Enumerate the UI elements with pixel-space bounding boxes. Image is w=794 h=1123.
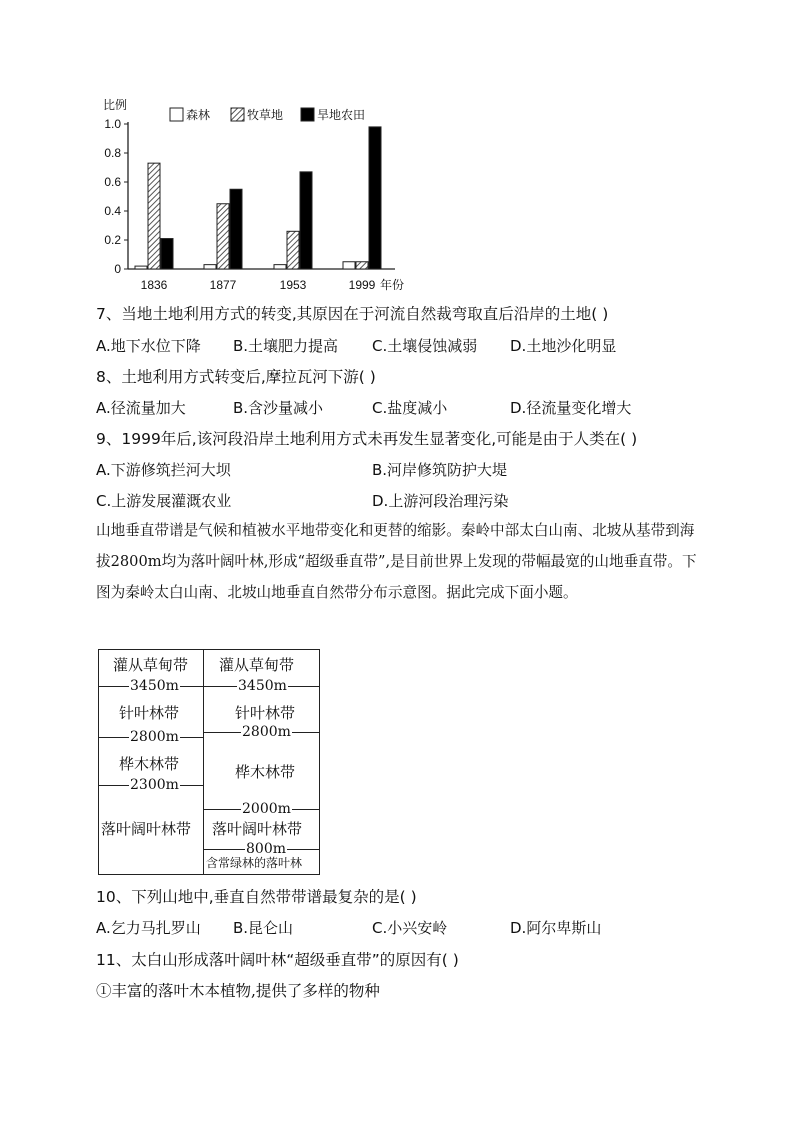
bar-forest <box>204 265 216 269</box>
bar-pasture <box>217 204 229 269</box>
question-9-option-d: D.上游河段治理污染 <box>372 492 509 510</box>
bar-forest <box>135 266 147 269</box>
left-zone-birch: 桦木林带 <box>119 755 180 773</box>
right-zone-birch: 桦木林带 <box>235 763 296 781</box>
legend-swatch <box>231 108 244 121</box>
question-7-option-b: B.土壤肥力提高 <box>233 337 339 355</box>
y-tick-label: 0.2 <box>104 233 121 247</box>
question-10-stem: 10、下列山地中,垂直自然带带谱最复杂的是( ) <box>96 888 417 906</box>
right-zone-conifer: 针叶林带 <box>235 704 296 722</box>
x-tick-label: 1877 <box>209 278 237 292</box>
question-7-option-c: C.土壤侵蚀减弱 <box>372 337 478 355</box>
question-9-option-c: C.上游发展灌溉农业 <box>96 492 232 510</box>
vertical-zone-diagram <box>98 649 320 875</box>
land-use-bar-chart <box>0 0 794 300</box>
question-11-item-1: ①丰富的落叶木本植物,提供了多样的物种 <box>96 982 380 1000</box>
right-zone-mixed-evergreen: 含常绿林的落叶林 <box>206 856 303 870</box>
right-zone-shrub-meadow: 灌从草甸带 <box>219 656 295 674</box>
bar-cropland <box>300 172 312 269</box>
bar-pasture <box>148 163 160 269</box>
right-elev-3450: 3450m <box>238 678 287 694</box>
legend-swatch <box>301 108 314 121</box>
question-8-option-b: B.含沙量减小 <box>233 399 324 417</box>
y-tick-label: 0.8 <box>104 146 121 160</box>
left-zone-deciduous: 落叶阔叶林带 <box>101 820 192 838</box>
question-8-stem: 8、土地利用方式转变后,摩拉瓦河下游( ) <box>96 368 376 386</box>
question-11-stem: 11、太白山形成落叶阔叶林“超级垂直带”的原因有( ) <box>96 951 459 969</box>
question-8-option-a: A.径流量加大 <box>96 399 186 417</box>
question-9-stem: 9、1999年后,该河段沿岸土地利用方式未再发生显著变化,可能是由于人类在( ) <box>96 430 638 448</box>
question-7-stem: 7、当地土地利用方式的转变,其原因在于河流自然裁弯取直后沿岸的土地( ) <box>96 305 609 323</box>
left-elev-2300: 2300m <box>130 777 179 793</box>
bar-forest <box>274 265 286 269</box>
question-10-option-c: C.小兴安岭 <box>372 919 448 937</box>
question-9-option-a: A.下游修筑拦河大坝 <box>96 461 231 479</box>
x-tick-label: 1953 <box>279 278 307 292</box>
question-10-option-b: B.昆仑山 <box>233 919 294 937</box>
legend-label: 旱地农田 <box>317 108 366 122</box>
left-elev-2800: 2800m <box>130 729 179 745</box>
bar-forest <box>343 262 355 269</box>
x-tick-label: 1836 <box>140 278 168 292</box>
bar-pasture <box>356 262 368 269</box>
left-elev-3450: 3450m <box>130 678 179 694</box>
right-zone-deciduous: 落叶阔叶林带 <box>212 820 303 838</box>
question-10-option-a: A.乞力马扎罗山 <box>96 919 201 937</box>
bar-cropland <box>369 127 381 269</box>
passage-text: 山地垂直带谱是气候和植被水平地带变化和更替的缩影。秦岭中部太白山南、北坡从基带到海拔2800m均为落叶阔叶林,形成“超级垂直带”,是目前世界上发现的带幅最宽的山地垂直带。下图为秦岭太白山南、北坡山地垂直自然带分布示意图。据此完成下面小题。 <box>96 522 697 601</box>
right-elev-800: 800m <box>246 841 286 857</box>
zone-divider <box>203 650 204 874</box>
bar-cropland <box>161 239 173 269</box>
left-zone-conifer: 针叶林带 <box>119 704 180 722</box>
question-7-option-d: D.土地沙化明显 <box>510 337 617 355</box>
x-tick-label: 1999 <box>348 278 376 292</box>
bar-cropland <box>230 189 242 269</box>
y-tick-label: 0 <box>114 262 121 276</box>
y-axis-label: 比例 <box>103 98 128 112</box>
question-7-option-a: A.地下水位下降 <box>96 337 201 355</box>
right-elev-2000: 2000m <box>242 801 291 817</box>
x-axis-label: 年份 <box>380 278 405 292</box>
question-9-option-b: B.河岸修筑防护大堤 <box>372 461 508 479</box>
legend-swatch <box>170 108 183 121</box>
question-8-option-c: C.盐度减小 <box>372 399 448 417</box>
bar-pasture <box>287 231 299 269</box>
right-elev-2800: 2800m <box>242 724 291 740</box>
question-8-option-d: D.径流量变化增大 <box>510 399 632 417</box>
y-tick-label: 0.6 <box>104 175 121 189</box>
question-10-option-d: D.阿尔卑斯山 <box>510 919 602 937</box>
y-tick-label: 0.4 <box>104 204 121 218</box>
left-zone-shrub-meadow: 灌从草甸带 <box>113 656 189 674</box>
y-tick-label: 1.0 <box>104 117 121 131</box>
legend-label: 牧草地 <box>247 108 284 122</box>
legend-label: 森林 <box>186 108 211 122</box>
